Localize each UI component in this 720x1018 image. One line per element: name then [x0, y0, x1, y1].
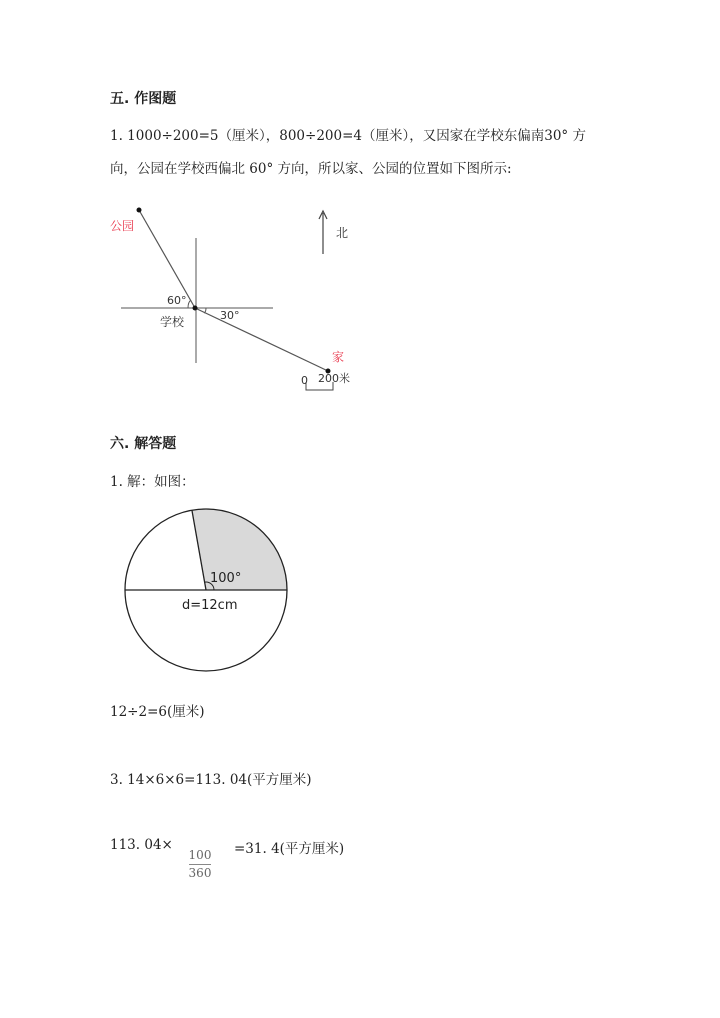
angle-30-arc: [204, 308, 206, 313]
section-5-answer-line-1: 1. 1000÷200=5（厘米），800÷200=4（厘米），又因家在学校东偏南30° 方: [110, 128, 586, 144]
home-label: 家: [332, 350, 345, 364]
step-sector-left: 113. 04×: [110, 837, 173, 853]
fraction: [185, 848, 215, 884]
step-radius: 12÷2=6(厘米): [110, 704, 205, 720]
school-label: 学校: [160, 315, 185, 329]
step-circle-area: 3. 14×6×6=113. 04(平方厘米): [110, 772, 312, 788]
section-6-title: 六. 解答题: [110, 436, 177, 452]
park-label: 公园: [110, 219, 135, 233]
fraction-bar: [189, 864, 211, 865]
school-point: [193, 306, 198, 311]
diameter-label: d=12cm: [182, 598, 238, 613]
scale-distance-label: 200米: [318, 372, 350, 385]
angle-30-label: 30°: [220, 309, 240, 322]
school-home-line: [195, 308, 328, 371]
location-map-figure: [100, 200, 370, 400]
scale-zero-label: 0: [301, 374, 308, 387]
angle-100-label: 100°: [210, 571, 242, 586]
section-5-title: 五. 作图题: [110, 91, 177, 107]
step-sector-right: =31. 4(平方厘米): [234, 841, 345, 857]
section-5-answer-line-2: 向，公园在学校西偏北 60° 方向，所以家、公园的位置如下图所示:: [110, 161, 512, 177]
fraction-numerator: 100: [188, 848, 212, 862]
angle-60-label: 60°: [167, 294, 187, 307]
circle-sector-figure: [120, 505, 295, 680]
park-point: [137, 208, 142, 213]
fraction-denominator: 360: [188, 866, 212, 880]
north-label: 北: [336, 226, 349, 240]
section-6-answer-intro: 1. 解：如图：: [110, 474, 195, 490]
